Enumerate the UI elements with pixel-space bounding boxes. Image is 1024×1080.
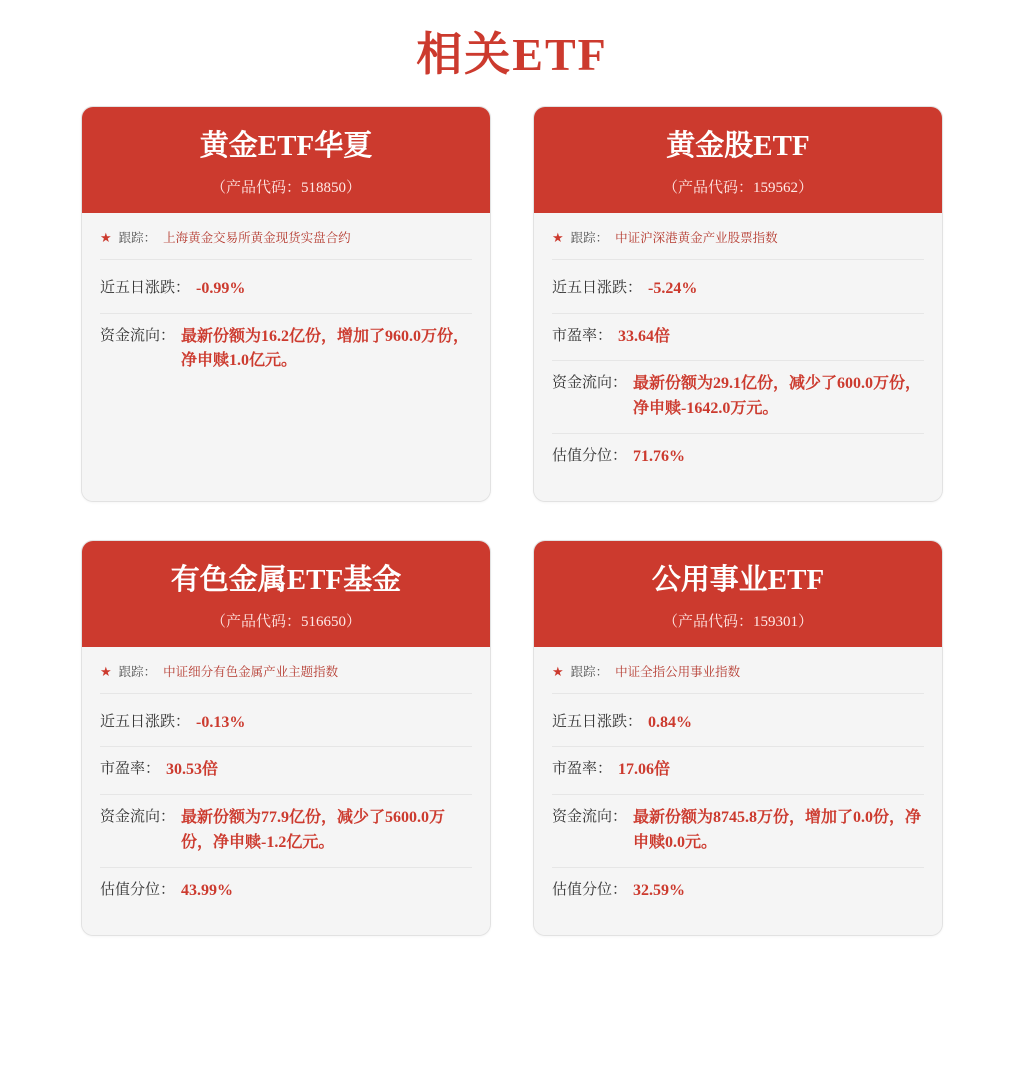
etf-metric-value: 最新份额为29.1亿份，减少了600.0万份，净申赎-1642.0万元。 [633, 375, 922, 418]
etf-track-label: 跟踪： [118, 664, 157, 679]
etf-metric-label: 近五日涨跌： [552, 279, 643, 296]
etf-metric-value: -5.24% [648, 279, 698, 297]
etf-metric-label: 市盈率： [552, 761, 613, 778]
etf-metric-value: 71.76% [633, 447, 686, 465]
etf-track-label: 跟踪： [570, 664, 609, 679]
etf-metric-row [100, 747, 472, 795]
etf-card-title: 黄金股ETF [666, 130, 810, 162]
etf-track-value: 中证全指公用事业指数 [615, 664, 741, 679]
etf-card-code: （产品代码：159301） [662, 613, 813, 630]
etf-metric-value: 32.59% [633, 881, 686, 899]
etf-metric-value: 43.99% [181, 881, 234, 899]
etf-card[interactable] [81, 540, 491, 936]
etf-track-row [552, 663, 924, 694]
star-icon: ★ [552, 229, 564, 245]
etf-metric-value: 0.84% [648, 713, 693, 731]
etf-metric-value: 17.06倍 [618, 761, 671, 779]
etf-card[interactable] [81, 106, 491, 502]
etf-metric-label: 资金流向： [100, 327, 176, 344]
etf-track-row [100, 663, 472, 694]
etf-card-body [82, 213, 490, 501]
page-title: 相关ETF [416, 29, 608, 80]
etf-metric-value: 33.64倍 [618, 327, 671, 345]
etf-metric-value: 最新份额为77.9亿份，减少了5600.0万份，净申赎-1.2亿元。 [181, 809, 446, 851]
etf-metric-row [100, 700, 472, 748]
etf-metric-row [552, 747, 924, 795]
etf-metric-label: 资金流向： [552, 375, 628, 392]
etf-card-title: 有色金属ETF基金 [170, 563, 402, 596]
etf-card[interactable] [533, 540, 943, 936]
etf-metric-row [552, 700, 924, 748]
star-icon: ★ [552, 663, 564, 679]
etf-metric-row [552, 434, 924, 481]
etf-metric-row [100, 795, 472, 868]
star-icon: ★ [100, 229, 112, 245]
etf-card-body [534, 647, 942, 935]
etf-track-row [552, 229, 924, 260]
etf-metric-label: 估值分位： [100, 881, 176, 898]
etf-track-label: 跟踪： [118, 230, 157, 245]
etf-metric-value: 最新份额为16.2亿份，增加了960.0万份，净申赎1.0亿元。 [181, 327, 470, 370]
etf-card-header [82, 107, 490, 213]
etf-track-value: 中证沪深港黄金产业股票指数 [615, 230, 778, 245]
etf-card-title: 公用事业ETF [651, 563, 825, 596]
etf-card[interactable] [533, 106, 943, 502]
etf-track-value: 中证细分有色金属产业主题指数 [163, 664, 339, 679]
etf-metric-label: 估值分位： [552, 881, 628, 898]
etf-card-title: 黄金ETF华夏 [199, 130, 373, 162]
etf-card-code: （产品代码：518850） [210, 179, 361, 196]
star-icon: ★ [100, 663, 112, 679]
etf-card-body [82, 647, 490, 935]
etf-card-grid [0, 106, 1024, 960]
etf-card-header [534, 541, 942, 647]
etf-metric-value: 30.53倍 [166, 761, 219, 779]
etf-metric-label: 市盈率： [100, 761, 161, 778]
etf-metric-label: 估值分位： [552, 447, 628, 464]
etf-metric-label: 资金流向： [552, 809, 628, 826]
etf-card-code: （产品代码：159562） [662, 179, 813, 196]
etf-card-header [82, 541, 490, 647]
etf-track-row [100, 229, 472, 260]
etf-metric-label: 近五日涨跌： [100, 279, 191, 296]
etf-metric-row [100, 314, 472, 386]
etf-metric-row [552, 266, 924, 314]
etf-metric-row [552, 868, 924, 915]
etf-metric-label: 市盈率： [552, 327, 613, 344]
etf-metric-value: -0.99% [196, 279, 246, 297]
etf-metric-row [552, 314, 924, 362]
etf-metric-row [552, 361, 924, 434]
etf-metric-value: 最新份额为8745.8万份，增加了0.0份，净申赎0.0元。 [633, 809, 922, 851]
etf-metric-label: 近五日涨跌： [100, 713, 191, 730]
etf-card-code: （产品代码：516650） [210, 613, 361, 630]
etf-metric-value: -0.13% [196, 713, 246, 731]
etf-metric-label: 近五日涨跌： [552, 713, 643, 730]
etf-card-header [534, 107, 942, 213]
etf-metric-row [100, 266, 472, 314]
etf-track-label: 跟踪： [570, 230, 609, 245]
etf-card-body [534, 213, 942, 501]
etf-metric-label: 资金流向： [100, 809, 176, 826]
etf-metric-row [100, 868, 472, 915]
etf-track-value: 上海黄金交易所黄金现货实盘合约 [163, 230, 351, 245]
etf-metric-row [552, 795, 924, 868]
